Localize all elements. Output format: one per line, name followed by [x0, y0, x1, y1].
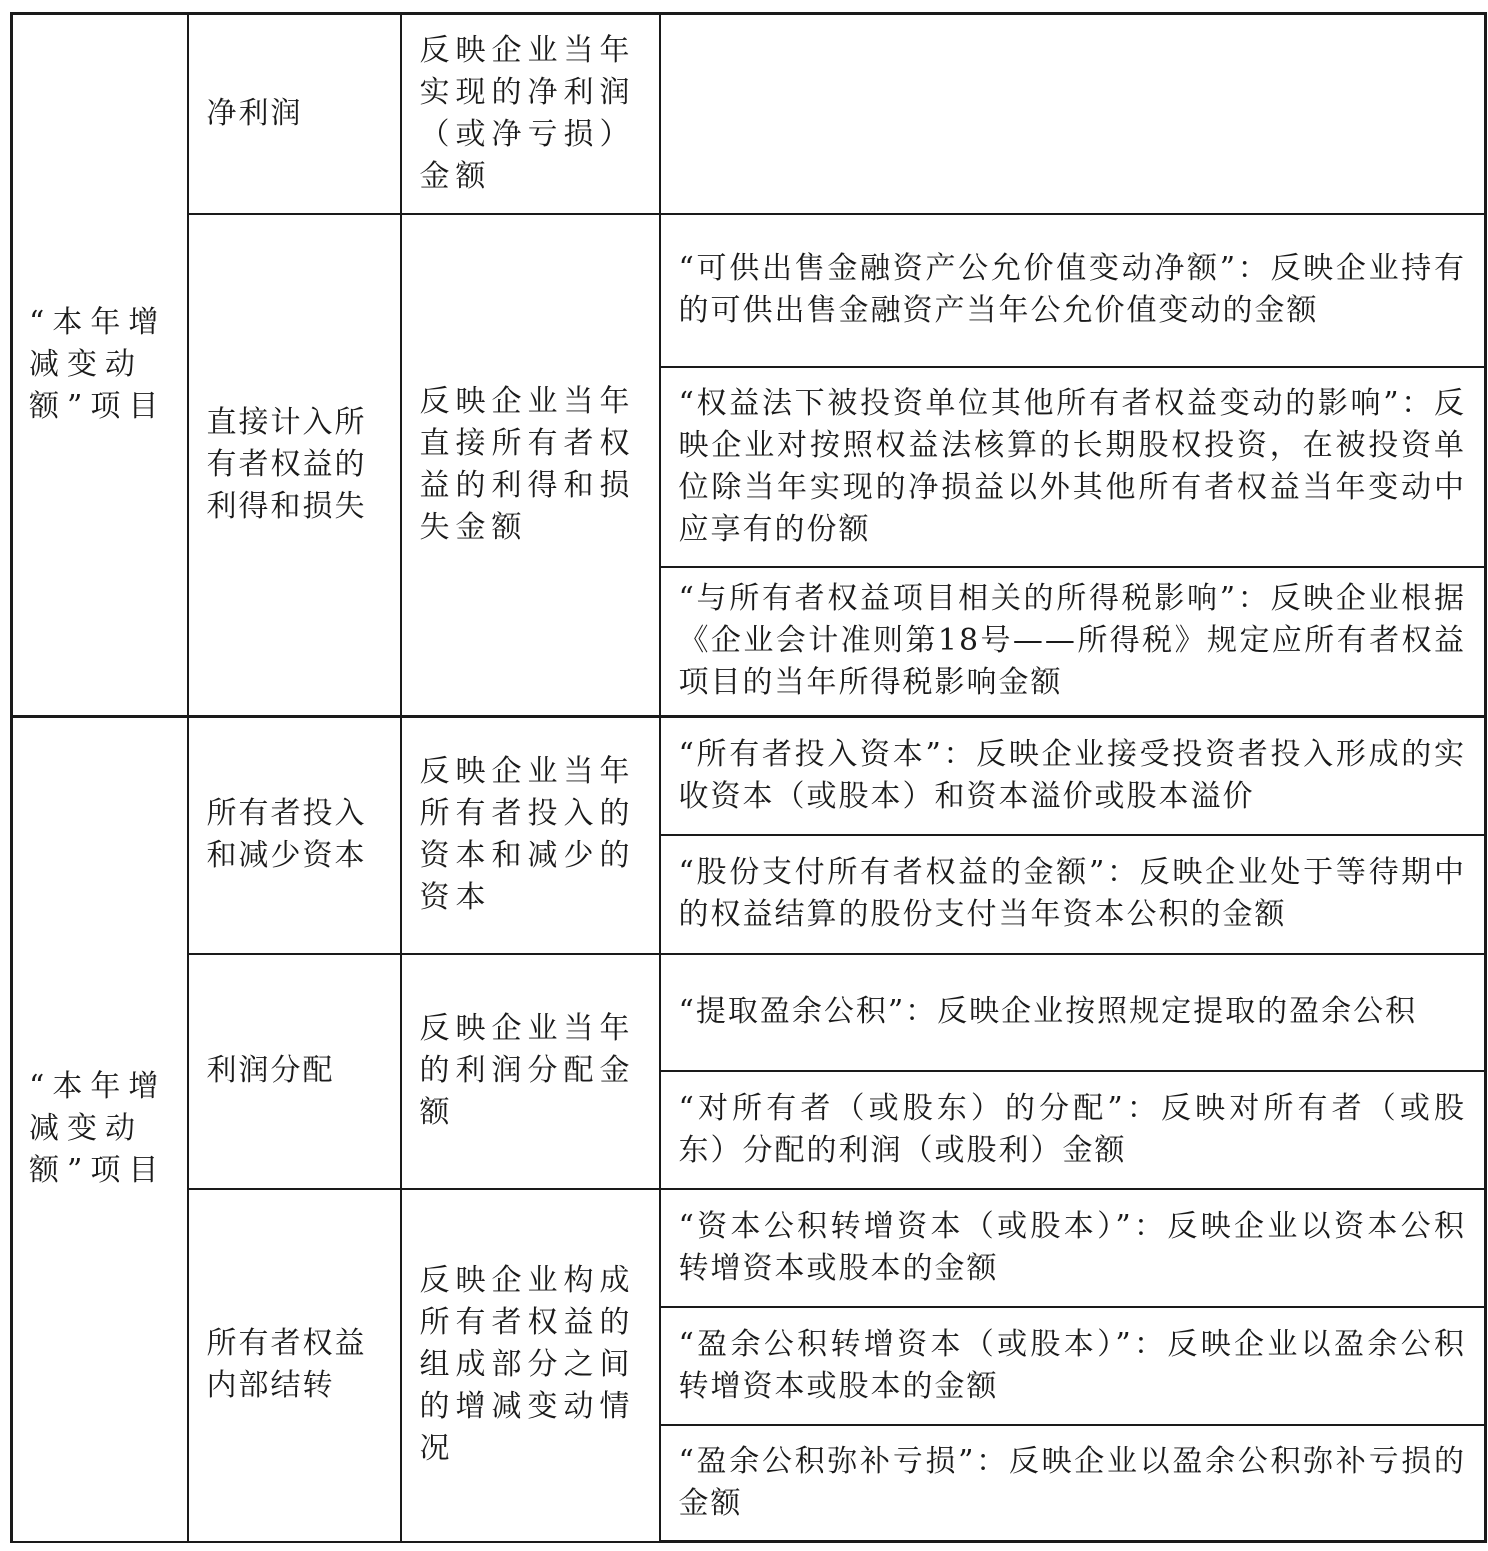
detail-cell: “权益法下被投资单位其他所有者权益变动的影响”：反映企业对按照权益法核算的长期股权投资，在被投资单位除当年实现的净损益以外其他所有者权益当年变动中应享有的份额	[660, 367, 1486, 567]
table-row	[12, 954, 1486, 1071]
detail-cell: “股份支付所有者权益的金额”：反映企业处于等待期中的权益结算的股份支付当年资本公积的金额	[660, 835, 1486, 954]
table-row	[12, 14, 1486, 214]
summary-cell: 反映企业当年所有者投入的资本和减少的资本	[401, 717, 660, 954]
category-cell: “本年增减变动额”项目	[12, 717, 188, 1542]
category-cell: “本年增减变动额”项目	[12, 14, 188, 717]
table-row	[12, 717, 1486, 835]
detail-cell: “可供出售金融资产公允价值变动净额”：反映企业持有的可供出售金融资产当年公允价值变动的金额	[660, 214, 1486, 367]
detail-cell: “资本公积转增资本（或股本）”：反映企业以资本公积转增资本或股本的金额	[660, 1189, 1486, 1307]
document-page	[10, 12, 1487, 1543]
detail-cell: “对所有者（或股东）的分配”：反映对所有者（或股东）分配的利润（或股利）金额	[660, 1071, 1486, 1189]
detail-cell: “提取盈余公积”：反映企业按照规定提取的盈余公积	[660, 954, 1486, 1071]
summary-cell: 反映企业当年的利润分配金额	[401, 954, 660, 1189]
detail-cell	[660, 14, 1486, 214]
table-row	[12, 214, 1486, 367]
detail-cell: “盈余公积弥补亏损”：反映企业以盈余公积弥补亏损的金额	[660, 1425, 1486, 1542]
equity-changes-table	[10, 12, 1487, 1543]
detail-cell: “与所有者权益项目相关的所得税影响”：反映企业根据《企业会计准则第18号——所得税》规定应所有者权益项目的当年所得税影响金额	[660, 567, 1486, 717]
table-row	[12, 1189, 1486, 1307]
summary-cell: 反映企业构成所有者权益的组成部分之间的增减变动情况	[401, 1189, 660, 1542]
summary-cell: 反映企业当年直接所有者权益的利得和损失金额	[401, 214, 660, 717]
summary-cell: 反映企业当年实现的净利润（或净亏损）金额	[401, 14, 660, 214]
item-cell: 直接计入所有者权益的利得和损失	[188, 214, 401, 717]
detail-cell: “所有者投入资本”：反映企业接受投资者投入形成的实收资本（或股本）和资本溢价或股本溢价	[660, 717, 1486, 835]
item-cell: 净利润	[188, 14, 401, 214]
item-cell: 利润分配	[188, 954, 401, 1189]
detail-cell: “盈余公积转增资本（或股本）”：反映企业以盈余公积转增资本或股本的金额	[660, 1307, 1486, 1425]
item-cell: 所有者权益内部结转	[188, 1189, 401, 1542]
item-cell: 所有者投入和减少资本	[188, 717, 401, 954]
